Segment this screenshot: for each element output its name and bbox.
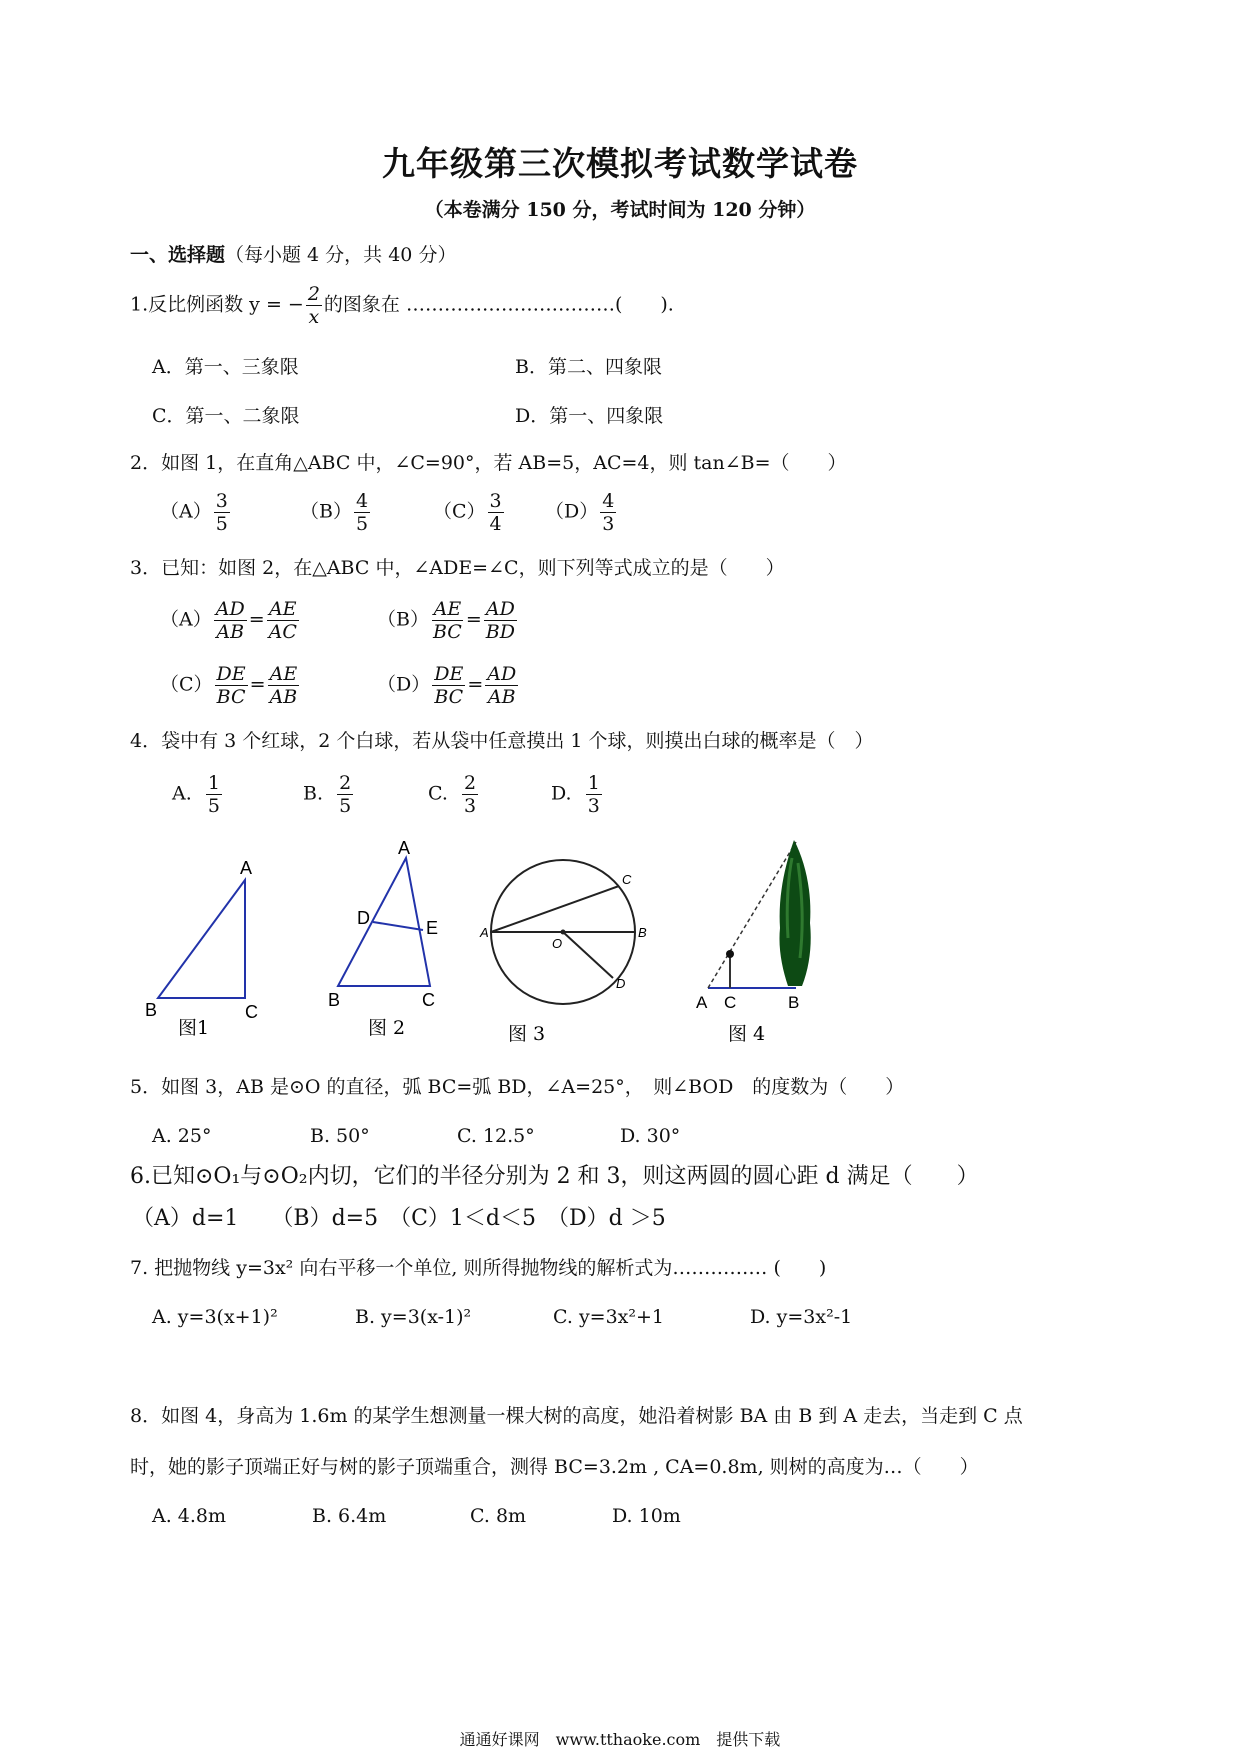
q3-a-n1: AD [215, 598, 245, 620]
q7-option-c: C. y=3x²+1 [553, 1306, 665, 1328]
q8-option-d: D. 10m [612, 1505, 681, 1527]
q4-d-label: D. [551, 782, 572, 805]
q2-b-frac [354, 490, 370, 535]
q3-a-frac1 [214, 598, 247, 643]
q3-a-d1: AB [216, 621, 245, 643]
q5-option-b: B. 50° [310, 1125, 370, 1147]
q3-b-frac1 [431, 598, 464, 643]
f3-center-dot [561, 930, 566, 935]
q5-option-a: A. 25° [152, 1125, 212, 1147]
q4-a-num: 1 [207, 772, 220, 794]
q4-d-frac [586, 772, 602, 817]
f4-person-head [726, 950, 734, 958]
q4-c-num: 2 [464, 772, 477, 794]
f2-label-c: C [422, 990, 435, 1010]
q3-b-n2: AD [485, 598, 515, 620]
f3-label-b: B [638, 925, 647, 940]
f3-label-c: C [622, 872, 632, 887]
q3-c-frac1 [215, 663, 248, 708]
f1-caption: 图1 [178, 1017, 210, 1038]
f4-caption: 图 4 [728, 1023, 766, 1045]
q3-c-n1: DE [216, 663, 246, 685]
f1-triangle [158, 880, 245, 998]
f2-label-d: D [357, 908, 370, 928]
q6-options: （A）d=1 （B）d=5 （C）1＜d＜5 （D）d ＞5 [132, 1206, 666, 1231]
q4-c-frac [462, 772, 478, 817]
q3-d-d2: AB [487, 686, 516, 708]
q3-a-d2: AC [268, 621, 297, 643]
q2-option-c [433, 490, 506, 535]
q1-fraction [306, 283, 322, 328]
f2-label-e: E [426, 918, 439, 938]
q5-option-c: C. 12.5° [457, 1125, 535, 1147]
q2-d-den: 3 [602, 513, 615, 535]
q3-d-eq: = [467, 673, 484, 696]
q7-option-b: B. y=3(x-1)² [355, 1306, 472, 1328]
q1-num: 2 [307, 283, 320, 305]
q3-d-d1: BC [434, 686, 464, 708]
q2-c-num: 3 [489, 490, 502, 512]
q3-d-label: （D） [377, 673, 431, 696]
q8-option-c: C. 8m [470, 1505, 527, 1527]
page-subtitle: （本卷满分 150 分，考试时间为 120 分钟） [424, 199, 816, 221]
q3-d-frac2 [485, 663, 518, 708]
q3-d-frac1 [432, 663, 465, 708]
q2-option-b [300, 490, 372, 535]
q7-option-d: D. y=3x²-1 [750, 1306, 853, 1328]
q2-b-num: 4 [355, 490, 369, 512]
q1-option-b: B．第二、四象限 [515, 356, 662, 378]
q4-a-den: 5 [207, 795, 220, 817]
q4-d-num: 1 [587, 772, 600, 794]
q2-d-frac [600, 490, 616, 535]
q3-b-frac2 [484, 598, 517, 643]
question-8-line-1: 8．如图 4，身高为 1.6m 的某学生想测量一棵大树的高度，她沿着树影 BA 由 B 到 A 走去，当走到 C 点 [130, 1405, 1023, 1427]
q3-d-n2: AD [487, 663, 517, 685]
q2-option-a [160, 490, 232, 535]
q1-option-c: C．第一、二象限 [152, 405, 300, 427]
q4-option-c [428, 772, 480, 817]
question-8-line-2: 时，她的影子顶端正好与树的影子顶端重合，测得 BC=3.2m , CA=0.8m, 则树的高度为…（ ） [130, 1456, 979, 1478]
f2-label-a: A [398, 838, 411, 858]
figure-3 [478, 838, 648, 1048]
q3-d-n1: DE [434, 663, 464, 685]
q3-b-d1: BC [432, 621, 462, 643]
f3-label-a: A [480, 925, 489, 940]
q2-d-label: （D） [545, 500, 599, 523]
q8-option-a: A. 4.8m [152, 1505, 227, 1527]
section-note: （每小题 4 分，共 40 分） [225, 244, 457, 266]
q2-a-frac [214, 490, 230, 535]
question-1-stem [130, 283, 674, 328]
q3-c-d1: BC [216, 686, 246, 708]
question-2-stem: 2．如图 1，在直角△ABC 中，∠C=90°，若 AB=5，AC=4，则 tan∠B=（ ） [130, 452, 847, 474]
q3-option-b [377, 598, 519, 643]
q3-c-label: （C） [160, 673, 213, 696]
q3-b-label: （B） [377, 608, 429, 631]
q1-stem-b: 的图象在 ……………………………( ). [323, 293, 674, 316]
q1-option-d: D．第一、四象限 [515, 405, 664, 427]
f3-radius-od [563, 932, 613, 978]
question-3-stem: 3．已知：如图 2，在△ABC 中，∠ADE=∠C，则下列等式成立的是（ ） [130, 557, 785, 579]
f2-segment-de [373, 922, 423, 930]
f3-caption: 图 3 [508, 1023, 546, 1045]
q4-b-label: B. [303, 782, 324, 805]
q1-option-a: A．第一、三象限 [152, 356, 299, 378]
f4-label-c: C [724, 993, 737, 1012]
question-4-stem: 4．袋中有 3 个红球，2 个白球，若从袋中任意摸出 1 个球，则摸出白球的概率是（ ） [130, 730, 874, 752]
q2-option-d [545, 490, 618, 535]
q4-a-label: A. [172, 782, 192, 805]
q3-option-c [160, 663, 301, 708]
q4-b-frac [337, 772, 353, 817]
page-title: 九年级第三次模拟考试数学试卷 [382, 144, 858, 183]
q4-option-a [172, 772, 224, 817]
figure-2 [320, 838, 460, 1038]
q4-option-d [551, 772, 604, 817]
q3-c-eq: = [249, 673, 266, 696]
q3-c-frac2 [268, 663, 300, 708]
q5-option-d: D. 30° [620, 1125, 681, 1147]
q4-a-frac [206, 772, 222, 817]
q2-a-den: 5 [215, 513, 228, 535]
f1-label-c: C [245, 1002, 258, 1022]
question-7-stem: 7. 把抛物线 y=3x² 向右平移一个单位, 则所得抛物线的解析式为…………… ( ) [130, 1257, 827, 1279]
q4-c-label: C. [428, 782, 448, 805]
q3-a-frac2 [267, 598, 299, 643]
q4-b-num: 2 [339, 772, 352, 794]
q3-a-eq: = [248, 608, 265, 631]
f2-label-b: B [328, 990, 341, 1010]
q2-a-label: （A） [160, 500, 212, 523]
q3-c-d2: AB [269, 686, 298, 708]
q3-b-n1: AE [433, 598, 462, 620]
q1-stem-a: 1.反比例函数 y = − [130, 293, 304, 316]
f3-chord-ac [491, 886, 619, 932]
f3-label-o: O [552, 936, 563, 951]
q3-c-n2: AE [269, 663, 298, 685]
question-6-stem: 6.已知⊙O₁与⊙O₂内切，它们的半径分别为 2 和 3，则这两圆的圆心距 d 满足（ ） [130, 1164, 979, 1189]
q2-b-label: （B） [300, 500, 352, 523]
q8-option-b: B. 6.4m [312, 1505, 387, 1527]
q2-c-den: 4 [489, 513, 502, 535]
q4-d-den: 3 [587, 795, 600, 817]
f4-label-b: B [788, 993, 800, 1012]
q4-option-b [303, 772, 355, 817]
q3-a-n2: AE [268, 598, 297, 620]
f3-label-d: D [616, 976, 626, 991]
q2-b-den: 5 [355, 513, 369, 535]
q4-b-den: 5 [339, 795, 352, 817]
figure-1 [130, 838, 290, 1038]
q3-option-d [377, 663, 520, 708]
question-5-stem: 5．如图 3，AB 是⊙O 的直径，弧 BC=弧 BD，∠A=25°， 则∠BOD 的度数为（ ） [130, 1076, 905, 1098]
section-heading [130, 243, 456, 267]
f4-label-a: A [696, 993, 708, 1012]
page-footer: 通通好课网 www.tthaoke.com 提供下载 [459, 1730, 781, 1749]
q2-c-frac [488, 490, 504, 535]
figure-4 [688, 838, 828, 1048]
q2-a-num: 3 [215, 490, 228, 512]
q3-a-label: （A） [160, 608, 212, 631]
q3-option-a [160, 598, 301, 643]
f1-label-a: A [240, 858, 253, 878]
q2-d-num: 4 [602, 490, 615, 512]
f2-triangle [338, 858, 430, 986]
q3-b-d2: BD [485, 621, 515, 643]
q7-option-a: A. y=3(x+1)² [152, 1306, 278, 1328]
q2-c-label: （C） [433, 500, 486, 523]
f2-caption: 图 2 [368, 1017, 406, 1038]
section-title: 一、选择题 [130, 244, 226, 266]
q3-b-eq: = [465, 608, 482, 631]
f1-label-b: B [145, 1000, 158, 1020]
q4-c-den: 3 [464, 795, 477, 817]
q1-den: x [308, 306, 320, 328]
